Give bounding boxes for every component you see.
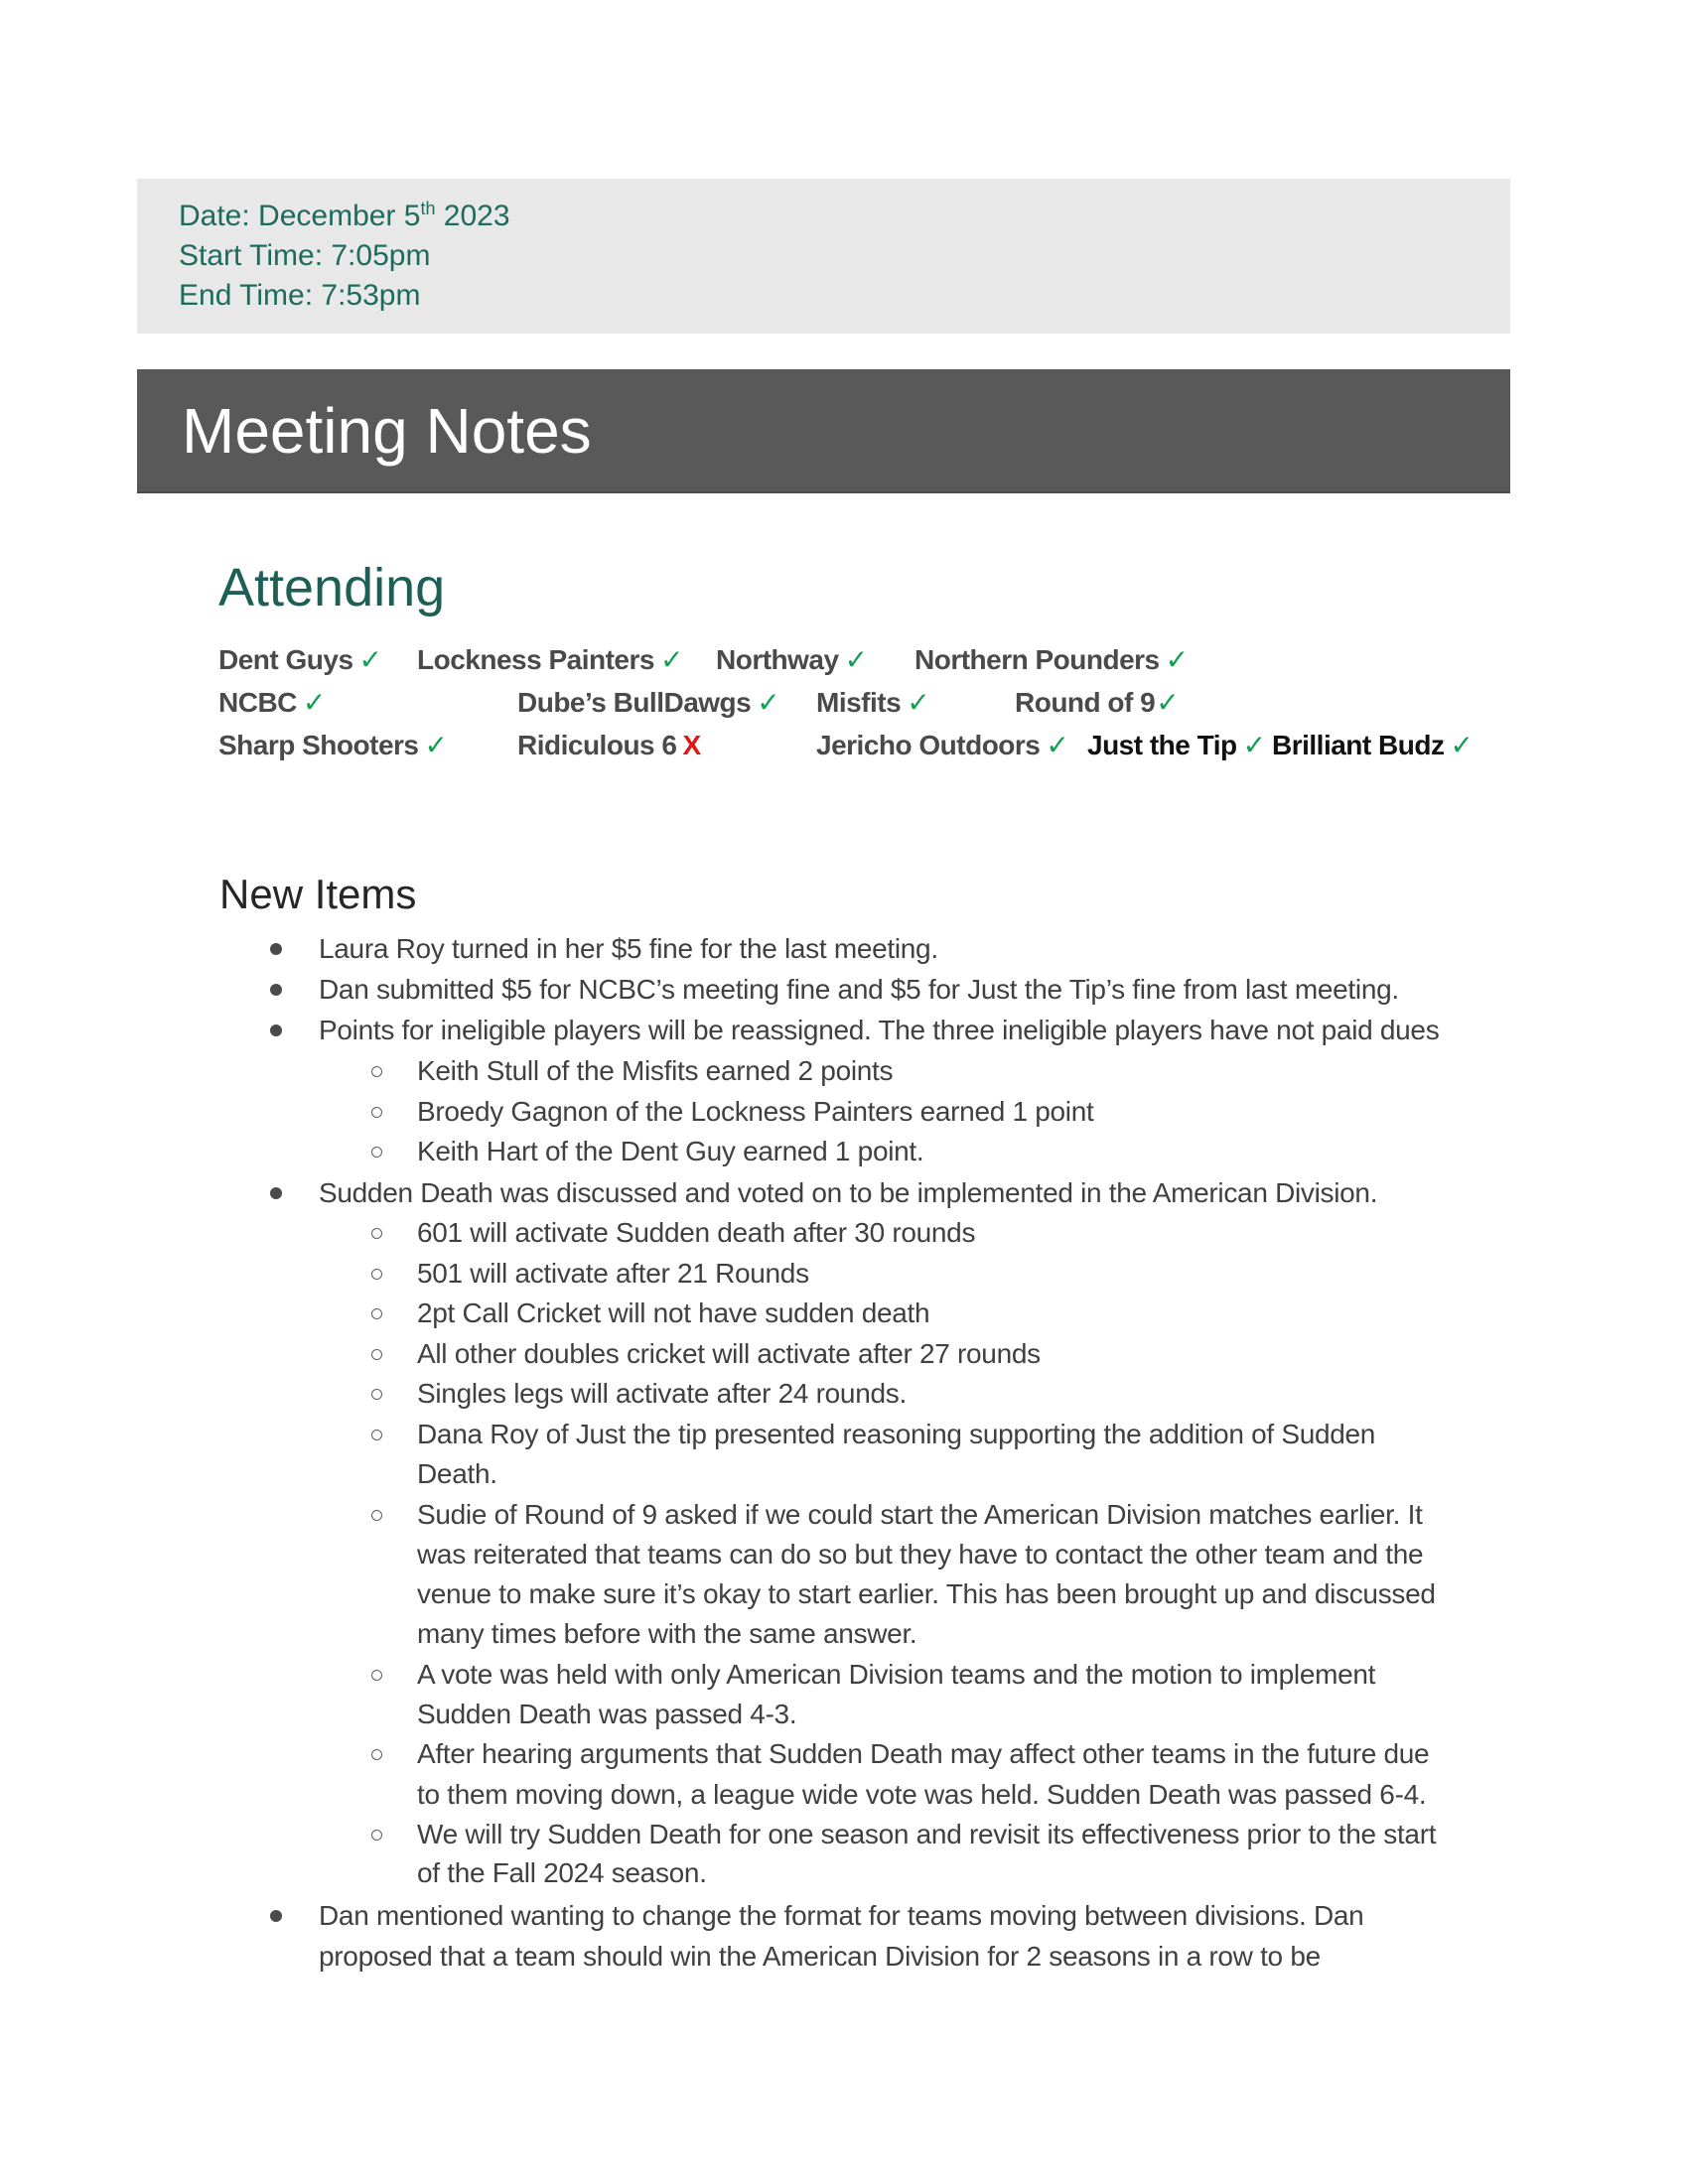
sub-list-item: Sudie of Round of 9 asked if we could start the American Division matches earlier. It xyxy=(417,1499,1423,1530)
bullet-icon xyxy=(270,1024,282,1036)
sub-bullet-icon xyxy=(371,1349,382,1360)
bullet-icon xyxy=(270,1910,282,1922)
checkmark-icon: ✓ xyxy=(1165,644,1189,675)
team-name: Sharp Shooters xyxy=(218,730,419,760)
sub-list-item: 501 will activate after 21 Rounds xyxy=(417,1258,809,1289)
meeting-date xyxy=(179,197,510,236)
sub-bullet-icon xyxy=(371,1389,382,1400)
team-name: Brilliant Budz xyxy=(1272,730,1445,760)
checkmark-icon: ✓ xyxy=(302,687,326,718)
checkmark-icon: ✓ xyxy=(358,644,382,675)
sub-list-item: 2pt Call Cricket will not have sudden death xyxy=(417,1297,930,1328)
sub-list-item: Broedy Gagnon of the Lockness Painters earned 1 point xyxy=(417,1096,1094,1127)
team-name: Jericho Outdoors xyxy=(816,730,1041,760)
team-attendance-item xyxy=(716,642,868,678)
sub-list-item: Keith Stull of the Misfits earned 2 points xyxy=(417,1055,894,1086)
sub-bullet-icon xyxy=(371,1830,382,1841)
date-ordinal-suffix: th xyxy=(420,199,436,218)
team-name: Ridiculous 6 xyxy=(517,730,677,760)
date-year: 2023 xyxy=(435,200,510,232)
list-item: Laura Roy turned in her $5 fine for the last meeting. xyxy=(319,933,938,964)
team-name: Lockness Painters xyxy=(417,644,654,675)
sub-bullet-icon xyxy=(371,1228,382,1239)
checkmark-icon: ✓ xyxy=(1450,730,1474,760)
sub-bullet-icon xyxy=(371,1269,382,1280)
sub-list-item: A vote was held with only American Division teams and the motion to implement xyxy=(417,1659,1376,1690)
checkmark-icon: ✓ xyxy=(907,687,930,718)
checkmark-icon: ✓ xyxy=(424,730,448,760)
sub-bullet-icon xyxy=(371,1430,382,1440)
sub-list-item-continuation: to them moving down, a league wide vote was held. Sudden Death was passed 6-4. xyxy=(417,1779,1427,1810)
team-attendance-item xyxy=(417,642,683,678)
team-attendance-item xyxy=(1272,728,1473,763)
checkmark-icon: ✓ xyxy=(1156,687,1180,718)
sub-list-item: Singles legs will activate after 24 rounds. xyxy=(417,1378,907,1409)
team-name: Northway xyxy=(716,644,839,675)
team-attendance-item xyxy=(816,685,929,721)
sub-list-item: After hearing arguments that Sudden Death may affect other teams in the future due xyxy=(417,1738,1430,1769)
team-name: Dube’s BullDawgs xyxy=(517,687,752,718)
sub-bullet-icon xyxy=(371,1107,382,1118)
checkmark-icon: ✓ xyxy=(1242,730,1266,760)
sub-list-item: We will try Sudden Death for one season and revisit its effectiveness prior to the start xyxy=(417,1819,1437,1849)
sub-bullet-icon xyxy=(371,1510,382,1521)
sub-list-item-continuation: of the Fall 2024 season. xyxy=(417,1857,707,1888)
list-item: Points for ineligible players will be reassigned. The three ineligible players have not paid dues xyxy=(319,1015,1440,1045)
sub-list-item-continuation: venue to make sure it’s okay to start earlier. This has been brought up and discussed xyxy=(417,1578,1436,1609)
list-item: Dan submitted $5 for NCBC’s meeting fine and $5 for Just the Tip’s fine from last meeting. xyxy=(319,974,1399,1005)
team-name: NCBC xyxy=(218,687,297,718)
bullet-icon xyxy=(270,943,282,955)
team-attendance-item xyxy=(1087,728,1266,763)
sub-bullet-icon xyxy=(371,1308,382,1319)
team-attendance-item xyxy=(218,685,326,721)
sub-list-item: Keith Hart of the Dent Guy earned 1 point. xyxy=(417,1136,924,1166)
team-attendance-item xyxy=(816,728,1068,763)
bullet-icon xyxy=(270,1187,282,1199)
sub-list-item-continuation: Death. xyxy=(417,1458,497,1489)
team-attendance-item xyxy=(218,642,382,678)
sub-bullet-icon xyxy=(371,1749,382,1760)
sub-list-item: 601 will activate Sudden death after 30 rounds xyxy=(417,1217,976,1248)
checkmark-icon: ✓ xyxy=(844,644,868,675)
team-name: Northern Pounders xyxy=(914,644,1160,675)
list-item: Dan mentioned wanting to change the format for teams moving between divisions. Dan xyxy=(319,1900,1364,1931)
team-name: Dent Guys xyxy=(218,644,353,675)
team-attendance-item xyxy=(914,642,1189,678)
page-title: Meeting Notes xyxy=(182,395,592,467)
sub-bullet-icon xyxy=(371,1066,382,1077)
checkmark-icon: ✓ xyxy=(757,687,780,718)
team-attendance-item xyxy=(517,728,701,763)
date-text: Date: December 5 xyxy=(179,200,421,232)
sub-list-item: Dana Roy of Just the tip presented reasoning supporting the addition of Sudden xyxy=(417,1419,1376,1449)
checkmark-icon: ✓ xyxy=(659,644,683,675)
x-mark-icon: X xyxy=(682,730,701,760)
team-name: Misfits xyxy=(816,687,902,718)
sub-list-item-continuation: Sudden Death was passed 4-3. xyxy=(417,1699,797,1729)
team-attendance-item xyxy=(1015,685,1179,721)
team-name: Just the Tip xyxy=(1087,730,1237,760)
team-name: Round of 9 xyxy=(1015,687,1156,718)
sub-bullet-icon xyxy=(371,1147,382,1158)
meeting-info-box xyxy=(137,179,1510,334)
attending-heading: Attending xyxy=(218,558,446,617)
team-attendance-item xyxy=(517,685,779,721)
sub-bullet-icon xyxy=(371,1670,382,1681)
sub-list-item: All other doubles cricket will activate after 27 rounds xyxy=(417,1338,1041,1369)
list-item-continuation: proposed that a team should win the American Division for 2 seasons in a row to be xyxy=(319,1941,1321,1972)
list-item: Sudden Death was discussed and voted on to be implemented in the American Division. xyxy=(319,1177,1378,1208)
new-items-heading: New Items xyxy=(219,871,417,917)
checkmark-icon: ✓ xyxy=(1046,730,1069,760)
title-banner xyxy=(137,369,1510,491)
start-time: Start Time: 7:05pm xyxy=(179,239,431,272)
sub-list-item-continuation: many times before with the same answer. xyxy=(417,1618,917,1649)
bullet-icon xyxy=(270,984,282,996)
end-time: End Time: 7:53pm xyxy=(179,279,421,312)
team-attendance-item xyxy=(218,728,447,763)
sub-list-item-continuation: was reiterated that teams can do so but they have to contact the other team and the xyxy=(417,1539,1424,1570)
